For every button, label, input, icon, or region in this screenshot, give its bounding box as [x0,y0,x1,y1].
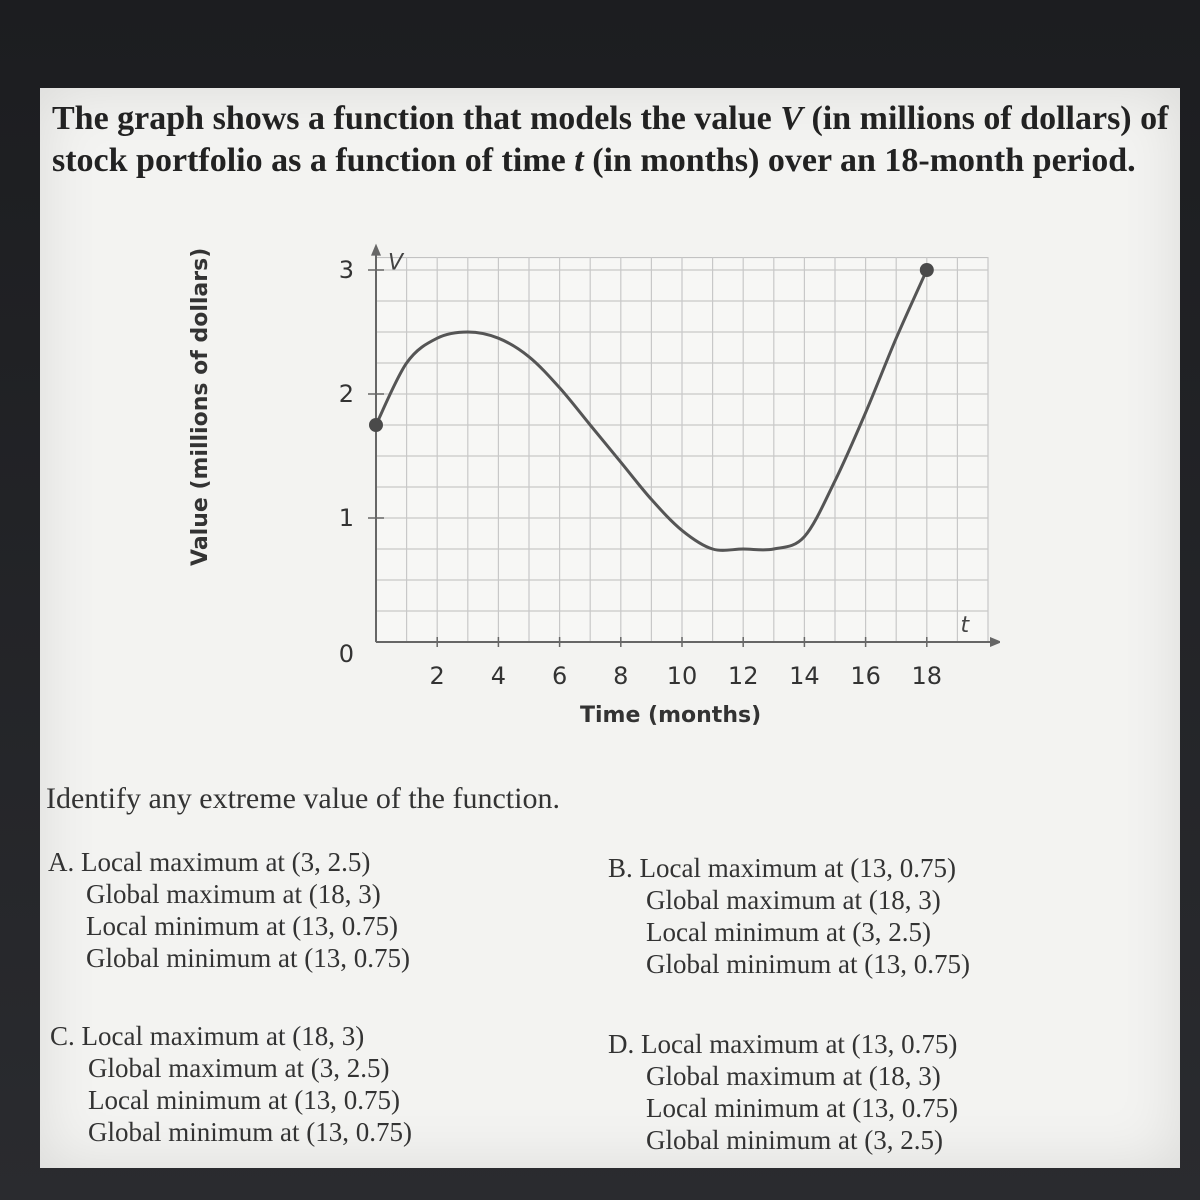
x-tick-label: 14 [789,662,820,690]
endpoint-dot [920,263,934,277]
option-d-line-3: Local minimum at (13, 0.75) [646,1093,958,1123]
x-tick-label: 2 [429,662,445,690]
x-axis-arrow [990,637,1000,647]
option-b[interactable] [608,852,970,980]
option-b-line-1: B. Local maximum at (13, 0.75) [608,853,956,883]
origin-label: 0 [338,640,354,668]
question-part-1: The graph shows a function that models the value [52,100,781,137]
x-tick-label: 16 [850,662,881,690]
option-b-line-4: Global minimum at (13, 0.75) [646,949,970,979]
option-a-line-4: Global minimum at (13, 0.75) [86,943,410,973]
question-var-v: V [780,100,803,137]
endpoint-dot [369,418,383,432]
y-tick-label: 1 [338,504,354,532]
option-a-line-3: Local minimum at (13, 0.75) [86,911,398,941]
y-axis-label: Value (millions of dollars) [188,247,213,566]
x-tick-label: 18 [911,662,943,690]
question-var-t: t [574,142,584,179]
prompt-text: Identify any extreme value of the function. [46,782,560,815]
option-a-line-1: A. Local maximum at (3, 2.5) [48,847,371,877]
option-c-line-3: Local minimum at (13, 0.75) [88,1085,400,1115]
option-c[interactable] [50,1020,412,1148]
chart [280,228,1000,748]
option-a[interactable] [48,846,410,974]
y-tick-label: 3 [338,256,354,284]
chart-svg [280,228,1000,748]
x-tick-label: 12 [727,662,759,690]
y-tick-label: 2 [338,380,354,408]
x-tick-label: 8 [613,662,629,690]
x-tick-label: 4 [490,662,507,690]
question-part-2: (in millions of dollars) of stock portfolio as a function of time [52,100,1169,179]
option-c-line-2: Global maximum at (3, 2.5) [88,1053,390,1083]
worksheet-page [40,88,1180,1168]
option-b-line-3: Local minimum at (3, 2.5) [646,917,931,947]
option-b-line-2: Global maximum at (18, 3) [646,885,941,915]
y-axis-arrow [371,244,381,256]
x-axis-var-label: t [960,613,970,638]
question-part-3: (in months) over an 18-month period. [583,142,1136,179]
x-tick-label: 10 [666,662,698,690]
option-d-line-2: Global maximum at (18, 3) [646,1061,941,1091]
x-tick-label: 6 [551,662,568,690]
option-a-line-2: Global maximum at (18, 3) [86,879,381,909]
option-c-line-1: C. Local maximum at (18, 3) [50,1021,365,1051]
option-d-line-1: D. Local maximum at (13, 0.75) [608,1029,958,1059]
option-d-line-4: Global minimum at (3, 2.5) [646,1125,943,1155]
option-d[interactable] [608,1028,958,1156]
question-text [52,98,1172,182]
y-axis-var-label: V [388,250,404,276]
option-c-line-4: Global minimum at (13, 0.75) [88,1117,412,1147]
x-axis-label: Time (months) [580,703,762,728]
